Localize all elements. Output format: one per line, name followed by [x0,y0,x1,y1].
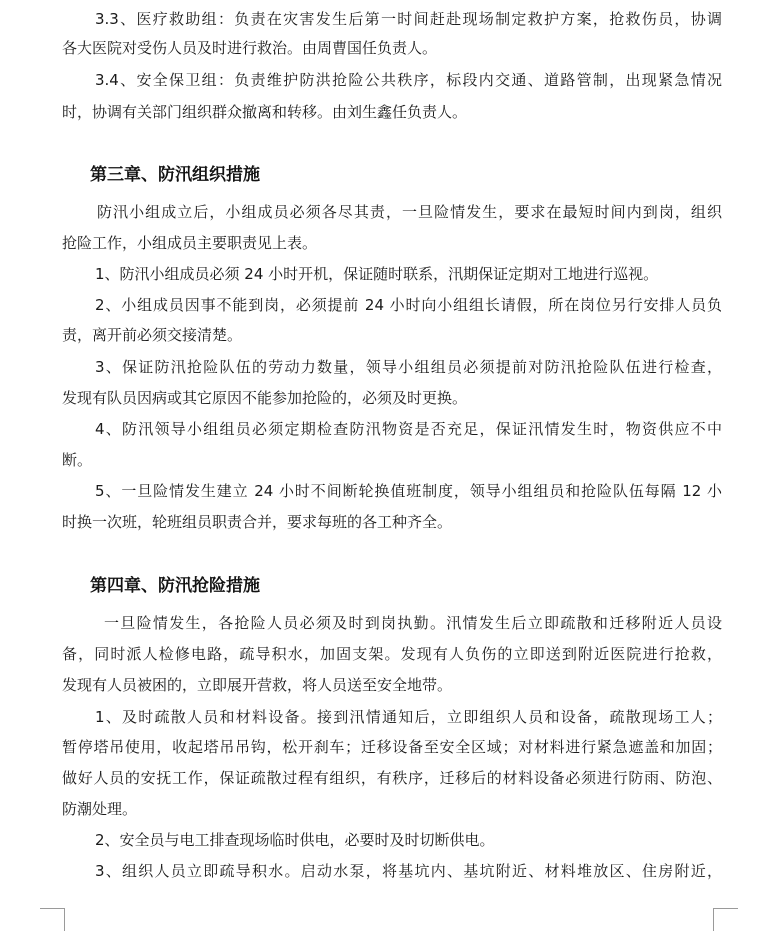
paragraph-line: 3.3、医疗救助组：负责在灾害发生后第一时间赶赴现场制定救护方案，抢救伤员，协调 [95,10,722,28]
paragraph-line: 4、防汛领导小组组员必须定期检查防汛物资是否充足，保证汛情发生时，物资供应不中 [95,420,722,438]
paragraph-line: 做好人员的安抚工作，保证疏散过程有组织，有秩序，迁移后的材料设备必须进行防雨、防泡、 [62,769,722,787]
paragraph-line: 防汛小组成立后，小组成员必须各尽其责，一旦险情发生，要求在最短时间内到岗，组织 [97,203,722,221]
paragraph-line: 一旦险情发生，各抢险人员必须及时到岗执勤。汛情发生后立即疏散和迁移附近人员设 [104,614,722,632]
paragraph-line: 1、防汛小组成员必须 24 小时开机，保证随时联系，汛期保证定期对工地进行巡视。 [95,265,659,283]
chapter-heading: 第三章、防汛组织措施 [90,165,260,185]
paragraph-line: 暂停塔吊使用，收起塔吊吊钩，松开刹车；迁移设备至安全区域；对材料进行紧急遮盖和加固； [62,738,722,756]
paragraph-line: 时，协调有关部门组织群众撤离和转移。由刘生鑫任负责人。 [62,103,468,121]
chapter-heading: 第四章、防汛抢险措施 [90,576,260,596]
margin-corner-mark-left [40,908,65,931]
paragraph-line: 3、保证防汛抢险队伍的劳动力数量，领导小组组员必须提前对防汛抢险队伍进行检查， [95,358,722,376]
paragraph-line: 发现有队员因病或其它原因不能参加抢险的，必须及时更换。 [62,389,468,407]
paragraph-line: 时换一次班，轮班组员职责合并，要求每班的各工种齐全。 [62,513,453,531]
paragraph-line: 2、安全员与电工排查现场临时供电，必要时及时切断供电。 [95,831,495,849]
paragraph-line: 3、组织人员立即疏导积水。启动水泵，将基坑内、基坑附近、材料堆放区、住房附近， [95,862,722,880]
paragraph-line: 2、小组成员因事不能到岗，必须提前 24 小时向小组组长请假，所在岗位另行安排人员负 [95,296,722,314]
paragraph-line: 发现有人员被困的，立即展开营救，将人员送至安全地带。 [62,676,453,694]
paragraph-line: 5、一旦险情发生建立 24 小时不间断轮换值班制度，领导小组组员和抢险队伍每隔 12 小 [95,482,722,500]
paragraph-line: 3.4、安全保卫组：负责维护防洪抢险公共秩序，标段内交通、道路管制，出现紧急情况 [95,71,722,89]
margin-corner-mark-right [713,908,738,931]
paragraph-line: 抢险工作，小组成员主要职责见上表。 [62,234,318,252]
paragraph-line: 防潮处理。 [62,800,138,818]
paragraph-line: 责，离开前必须交接清楚。 [62,326,243,344]
paragraph-line: 备，同时派人检修电路，疏导积水，加固支架。发现有人负伤的立即送到附近医院进行抢救， [62,645,722,663]
paragraph-line: 1、及时疏散人员和材料设备。接到汛情通知后，立即组织人员和设备，疏散现场工人； [95,708,722,726]
paragraph-line: 断。 [62,451,93,469]
paragraph-line: 各大医院对受伤人员及时进行救治。由周曹国任负责人。 [62,39,438,57]
